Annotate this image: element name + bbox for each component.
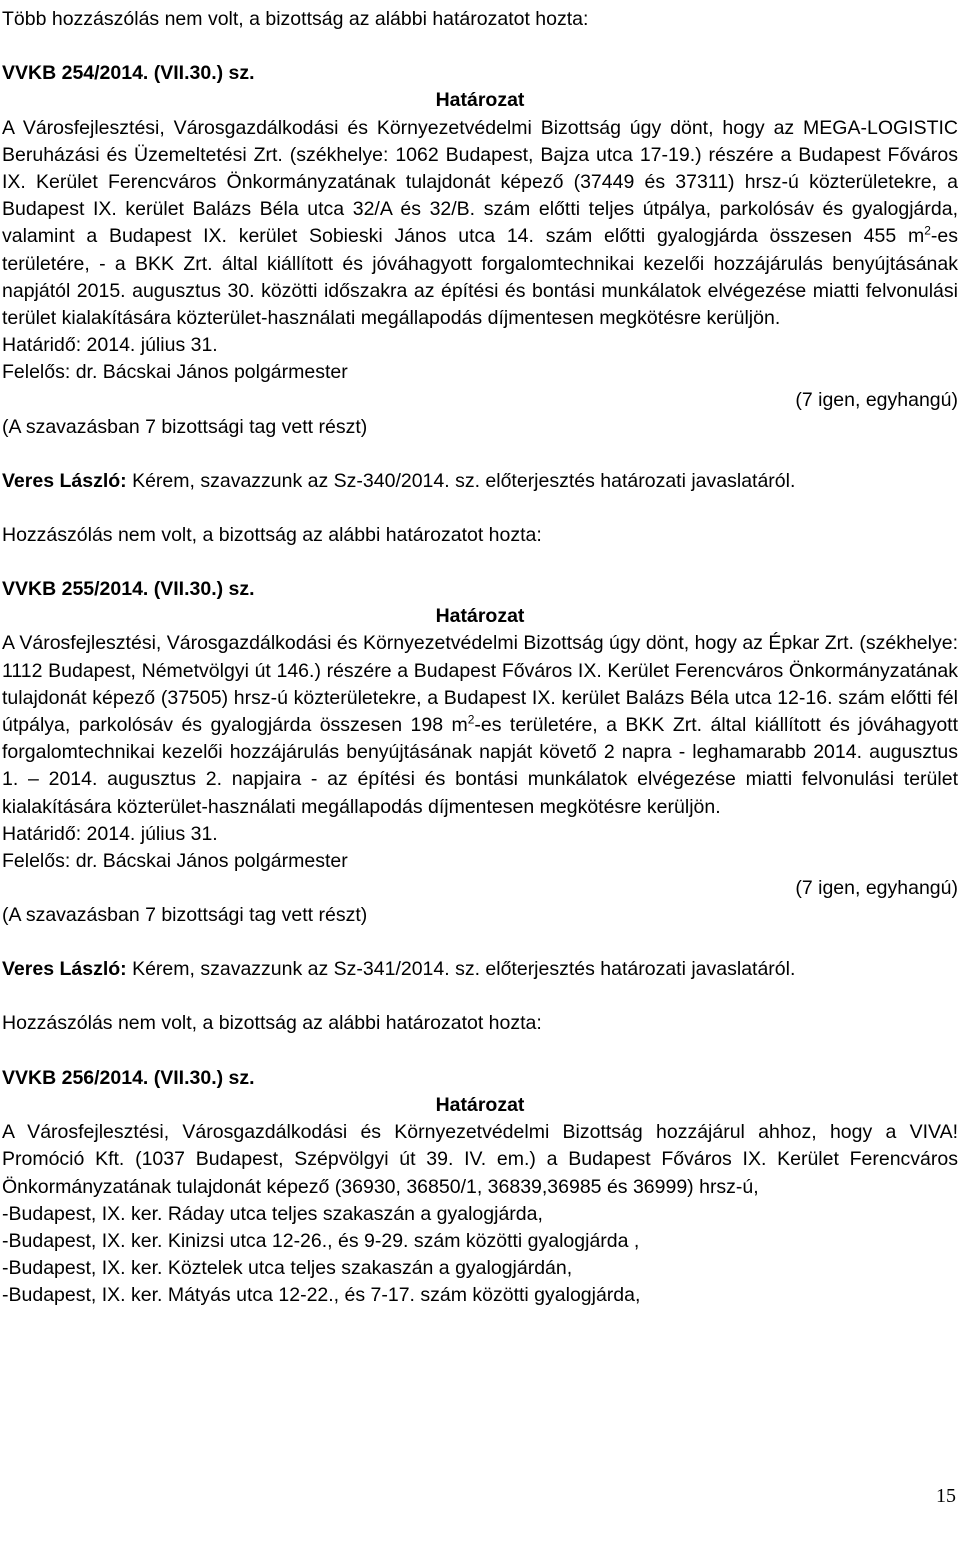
speaker-name: Veres László: — [2, 958, 127, 981]
vote-result: (7 igen, egyhangú) — [795, 877, 958, 900]
speaker-line — [2, 956, 958, 983]
intro-text: Hozzászólás nem volt, a bizottság az alábbi határozatot hozta: — [2, 1012, 542, 1035]
resolution-body-main: A Városfejlesztési, Városgazdálkodási és Környezetvédelmi Bizottság úgy dönt, hogy az MEGA-LOGISTIC Beruházási és Üzemeltetési Zrt. (székhelye: 1062 Budapest, Bajza utca 17-19.) részére a Budapest Főváros IX. Kerület Ferencváros Önkormányzatának tulajdonát képező (37449 és 37311) hrsz-ú közterületekre, a Budapest IX. kerület Balázs Béla utca 32/A és 32/B. szám előtti teljes útpálya, parkolósáv és gyalogjárda, valamint a Budapest IX. kerület Sobieski János utca 14. szám előtti gyalogjárda összesen 455 m — [2, 116, 958, 248]
superscript: 2 — [467, 712, 475, 727]
deadline-text: Határidő: 2014. július 31. — [2, 334, 218, 357]
intro-text: Több hozzászólás nem volt, a bizottság az alábbi határozatot hozta: — [2, 8, 589, 30]
vote-participation: (A szavazásban 7 bizottsági tag vett részt) — [2, 904, 368, 927]
speaker-text: Kérem, szavazzunk az Sz-340/2014. sz. előterjesztés határozati javaslatáról. — [126, 469, 796, 492]
superscript: 2 — [924, 223, 931, 238]
resolution-reference: VVKB 255/2014. (VII.30.) sz. — [2, 578, 255, 601]
resolution-256 — [2, 1010, 958, 1309]
resolution-heading: Határozat — [435, 89, 525, 112]
vote-result: (7 igen, egyhangú) — [795, 388, 958, 411]
responsible-text: Felelős: dr. Bácskai János polgármester — [2, 361, 348, 384]
speaker-line — [2, 468, 958, 495]
resolution-body — [2, 115, 958, 333]
resolution-reference: VVKB 256/2014. (VII.30.) sz. — [2, 1066, 255, 1089]
resolution-body-rest: -es területére, a BKK Zrt. által kiállított és jóváhagyott forgalomtechnikai kezelői hozzájárulás benyújtásának napját követő 2 napra - leghamarabb 2014. augusztus 1. – 2014. augusztus 2. napjaira - az építési és bontási munkálatok elvégezése miatti felvonulási terület kialakítására közterület-használati megállapodás díjmentesen megkötésre kerüljön. — [2, 714, 958, 818]
speaker-text: Kérem, szavazzunk az Sz-341/2014. sz. előterjesztés határozati javaslatáról. — [126, 958, 796, 981]
vote-info — [2, 875, 958, 929]
list-item: -Budapest, IX. ker. Köztelek utca teljes szakaszán a gyalogjárdán, — [2, 1257, 573, 1280]
resolution-reference: VVKB 254/2014. (VII.30.) sz. — [2, 62, 255, 85]
document-page — [2, 6, 958, 1310]
vote-info — [2, 387, 958, 441]
resolution-255 — [2, 522, 958, 1011]
speaker-name: Veres László: — [2, 469, 127, 492]
resolution-body — [2, 630, 958, 820]
resolution-body-rest: -es területére, - a BKK Zrt. által kiállított és jóváhagyott forgalomtechnikai kezelői hozzájárulás benyújtásának napjától 2015. augusztus 30. közötti időszakra az építési és bontási munkálatok elvégezése miatti felvonulási terület kialakítására közterület-használati megállapodás díjmentesen megkötésre kerüljön. — [2, 225, 958, 330]
list-item: -Budapest, IX. ker. Ráday utca teljes szakaszán a gyalogjárda, — [2, 1202, 543, 1225]
resolution-heading: Határozat — [435, 605, 525, 628]
resolution-254 — [2, 6, 958, 522]
vote-participation: (A szavazásban 7 bizottsági tag vett részt) — [2, 415, 368, 438]
resolution-body-main: A Városfejlesztési, Városgazdálkodási és Környezetvédelmi Bizottság úgy dönt, hogy az Épkar Zrt. (székhelye: 1112 Budapest, Németvölgyi út 146.) részére a Budapest Főváros IX. Kerület Ferencváros Önkormányzatának tulajdonát képező (37505) hrsz-ú közterületekre, a Budapest IX. kerület Balázs Béla utca 12-16. szám előtti fél útpálya, parkolósáv és gyalogjárda összesen 198 m — [2, 632, 958, 737]
resolution-body: A Városfejlesztési, Városgazdálkodási és Környezetvédelmi Bizottság hozzájárul ahhoz, hogy a VIVA! Promóció Kft. (1037 Budapest, Szépvölgyi út 39. IV. em.) a Budapest Főváros IX. Kerület Ferencváros Önkormányzatának tulajdonát képező (36930, 36850/1, 36839,36985 és 36999) hrsz-ú, — [2, 1121, 958, 1198]
list-item: -Budapest, IX. ker. Mátyás utca 12-22., és 7-17. szám közötti gyalogjárda, — [2, 1284, 641, 1307]
intro-text: Hozzászólás nem volt, a bizottság az alábbi határozatot hozta: — [2, 523, 542, 546]
resolution-heading: Határozat — [435, 1093, 525, 1116]
responsible-text: Felelős: dr. Bácskai János polgármester — [2, 850, 348, 873]
list-item: -Budapest, IX. ker. Kinizsi utca 12-26., és 9-29. szám közötti gyalogjárda , — [2, 1229, 640, 1252]
page-number: 15 — [936, 1485, 956, 1507]
deadline-text: Határidő: 2014. július 31. — [2, 822, 218, 845]
